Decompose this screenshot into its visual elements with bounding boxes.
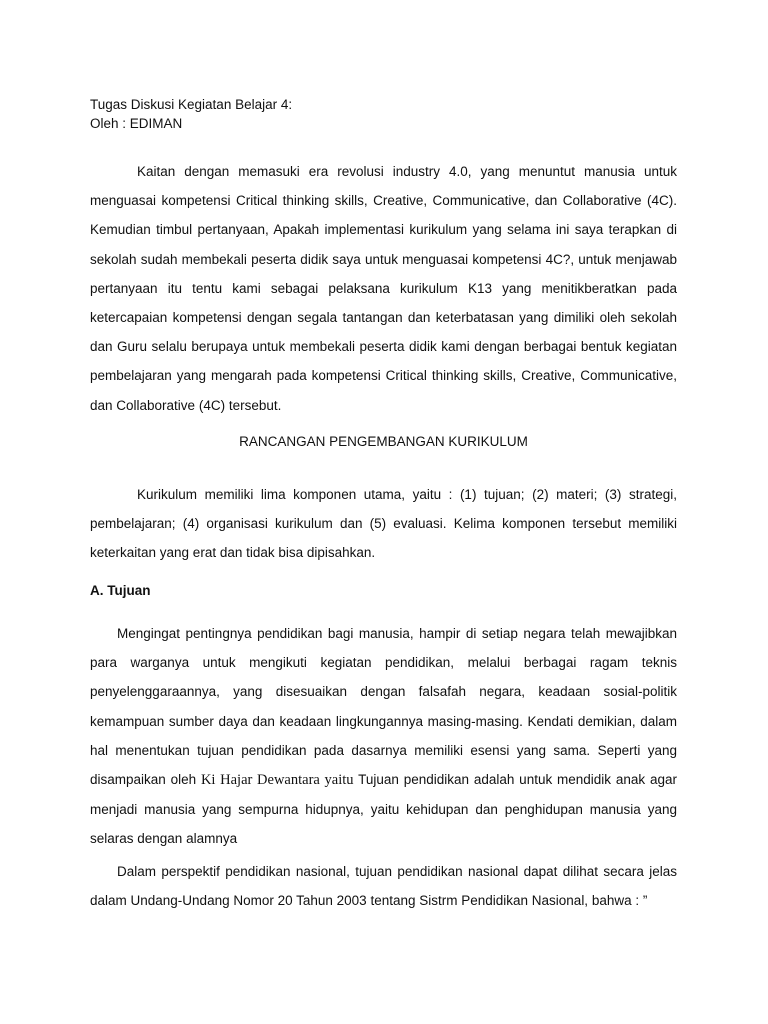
author-line: Oleh : EDIMAN — [90, 116, 183, 131]
quoted-name: Ki Hajar Dewantara yaitu — [200, 772, 354, 789]
tujuan-text-part2: Tujuan pendidikan adalah untuk mendidik anak agar menjadi manusia yang sempurna hidupnya, yaitu kehidupan dan penghidupan manusia yang selaras dengan alamnya — [90, 772, 677, 847]
tujuan-text-part1: Mengingat pentingnya pendidikan bagi manusia, hampir di setiap negara telah mewajibkan para warganya untuk mengikuti kegiatan pendidikan, melalui berbagai ragam teknis penyelenggaraannya, yang disesuaikan dengan falsafah negara, keadaan sosial-politik kemampuan sumber daya dan keadaan lingkungannya masing-masing. Kendati demikian, dalam hal menentukan tujuan pendidikan pada dasarnya memiliki esensi yang sama. Seperti yang disampaikan oleh — [90, 626, 677, 788]
tujuan-paragraph — [90, 619, 677, 854]
document-header — [90, 95, 677, 133]
national-paragraph: Dalam perspektif pendidikan nasional, tujuan pendidikan nasional dapat dilihat secara jelas dalam Undang-Undang Nomor 20 Tahun 2003 tentang Sistrm Pendidikan Nasional, bahwa : ” — [90, 864, 677, 909]
section-title: RANCANGAN PENGEMBANGAN KURIKULUM — [239, 434, 528, 449]
subsection-heading: A. Tujuan — [90, 583, 151, 598]
assignment-title: Tugas Diskusi Kegiatan Belajar 4: — [90, 97, 293, 112]
components-paragraph: Kurikulum memiliki lima komponen utama, yaitu : (1) tujuan; (2) materi; (3) strategi, pembelajaran; (4) organisasi kurikulum dan (5) evaluasi. Kelima komponen tersebut memiliki keterkaitan yang erat dan tidak bisa dipisahkan. — [90, 487, 677, 561]
intro-paragraph: Kaitan dengan memasuki era revolusi industry 4.0, yang menuntut manusia untuk menguasai kompetensi Critical thinking skills, Creative, Communicative, dan Collaborative (4C). Kemudian timbul pertanyaan, Apakah implementasi kurikulum yang selama ini saya terapkan di sekolah sudah membekali peserta didik saya untuk menguasai kompetensi 4C?, untuk menjawab pertanyaan itu tentu kami sebagai pelaksana kurikulum K13 yang menitikberatkan pada ketercapaian kompetensi dengan segala tantangan dan keterbatasan yang dimiliki oleh sekolah dan Guru selalu berupaya untuk membekali peserta didik kami dengan berbagai bentuk kegiatan pembelajaran yang mengarah pada kompetensi Critical thinking skills, Creative, Communicative, dan Collaborative (4C) tersebut. — [90, 164, 677, 413]
